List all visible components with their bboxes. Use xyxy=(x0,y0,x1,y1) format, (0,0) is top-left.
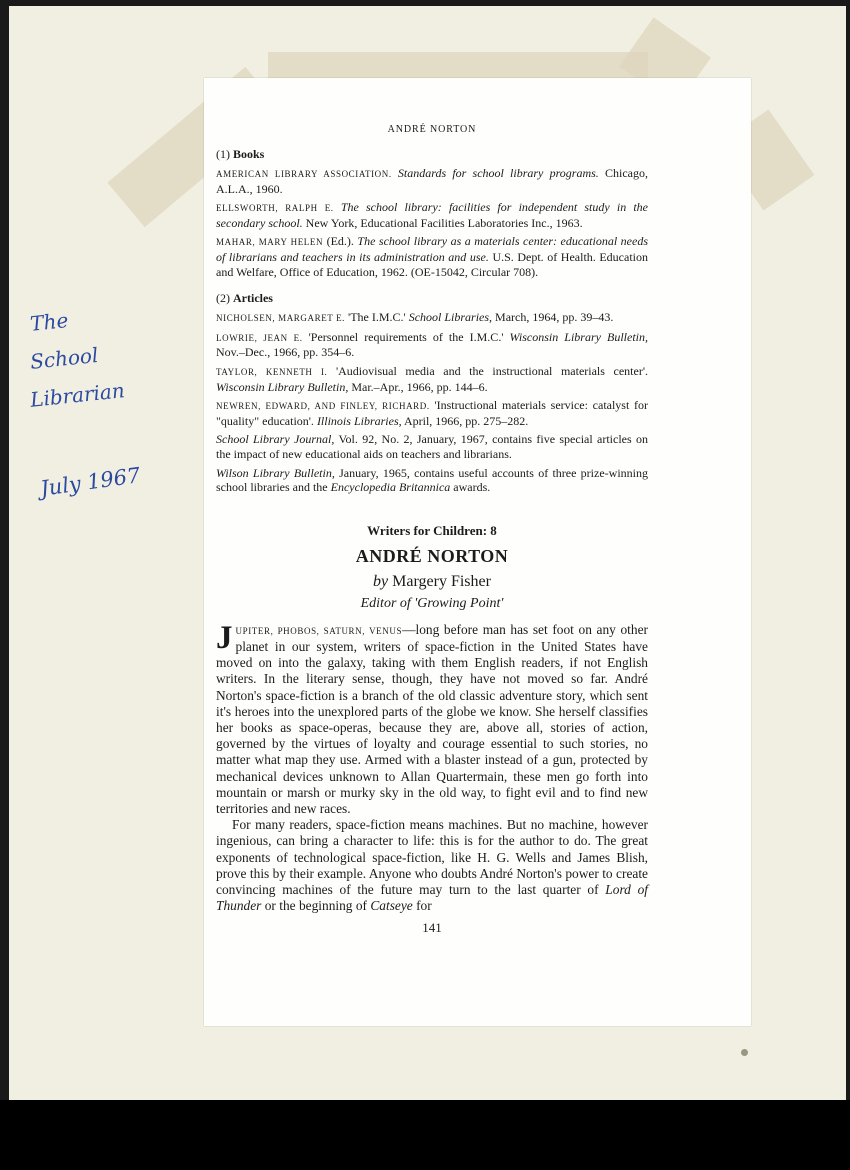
entry-details: U.S. Dept. of Health. Education and Welfare, Office of Education, 1962. (OE-15042, Circular 708). xyxy=(216,249,648,279)
entry-author: AMERICAN LIBRARY ASSOCIATION. xyxy=(216,169,392,179)
byline xyxy=(216,573,648,591)
entry-details: Chicago, A.L.A., 1960. xyxy=(216,166,648,196)
handwriting-line: Librarian xyxy=(29,378,126,412)
articles-heading xyxy=(216,291,648,306)
books-heading xyxy=(216,147,648,162)
clipping-content xyxy=(216,124,648,936)
handwritten-date: July 1967 xyxy=(38,463,142,501)
entry-prefix: 'Personnel requirements of the I.M.C.' xyxy=(302,329,510,344)
bibliography-entry xyxy=(216,330,648,360)
entry-author: NICHOLSEN, MARGARET E. xyxy=(216,313,346,324)
entry-title: Wisconsin Library Bulletin, xyxy=(509,329,648,344)
body-paragraph xyxy=(216,817,648,914)
entry-details: Nov.–Dec., 1966, pp. 354–6. xyxy=(216,345,355,360)
entry-prefix: 'Audiovisual media and the instructional materials center'. xyxy=(327,363,648,378)
handwriting-line: School xyxy=(29,342,100,374)
books-heading-label: Books xyxy=(233,147,265,161)
entry-author: TAYLOR, KENNETH I. xyxy=(216,366,328,377)
entry-title: Wisconsin Library Bulletin, xyxy=(216,379,349,394)
entry-details: Mar.–Apr., 1966, pp. 144–6. xyxy=(348,379,488,394)
bibliography-entry xyxy=(216,166,648,196)
byline-by: by xyxy=(373,572,389,590)
entry-details: Vol. 92, No. 2, January, 1967, contains five special articles on the impact of new educational aids on teachers and librarians. xyxy=(216,432,648,461)
articles-heading-label: Articles xyxy=(233,291,273,306)
entry-title: Illinois Libraries, xyxy=(316,413,402,428)
entry-title: The school library as a materials center: educational needs of librarians and teachers in its administration and use. xyxy=(216,234,648,264)
entry-author: LOWRIE, JEAN E. xyxy=(216,332,303,343)
handwriting-line: The xyxy=(29,308,70,336)
entry-title: School Libraries, xyxy=(408,310,493,325)
entry-details: January, 1965, contains useful accounts of three prize-winning school libraries and the xyxy=(216,465,648,495)
entry-title: Wilson Library Bulletin, xyxy=(216,465,335,480)
entry-author: ELLSWORTH, RALPH E. xyxy=(216,203,334,214)
page-number: 141 xyxy=(422,920,442,936)
entry-details: awards. xyxy=(450,480,491,495)
book-title: Lord of Thunder xyxy=(216,881,648,914)
entry-title: Encyclopedia Britannica xyxy=(330,480,451,495)
entry-title: Standards for school library programs. xyxy=(397,166,599,180)
entry-prefix: 'Instructional materials service: catalyst for "quality" education'. xyxy=(216,398,649,428)
entry-author: NEWREN, EDWARD, AND FINLEY, RICHARD. xyxy=(216,401,430,412)
entry-details: April, 1966, pp. 275–282. xyxy=(401,413,529,428)
scan-speck xyxy=(741,1049,748,1056)
entry-title: School Library Journal, xyxy=(216,432,335,447)
author-affiliation: Editor of 'Growing Point' xyxy=(360,595,504,611)
paragraph-text: or the beginning of xyxy=(261,898,371,914)
scan-edge-top xyxy=(0,0,850,6)
bibliography-entry xyxy=(216,432,648,461)
bibliography-entry xyxy=(216,310,648,326)
books-heading-number: (1) xyxy=(216,147,230,161)
entry-details: March, 1964, pp. 39–43. xyxy=(492,310,614,325)
entry-author: MAHAR, MARY HELEN xyxy=(216,237,324,248)
bibliography-entry xyxy=(216,466,648,495)
book-title: Catseye xyxy=(370,898,413,914)
bibliography-entry xyxy=(216,200,648,230)
paragraph-text: for xyxy=(412,898,432,914)
body-paragraph xyxy=(216,619,648,817)
scan-edge-left xyxy=(0,0,9,1100)
articles-heading-number: (2) xyxy=(216,291,230,306)
article-title: ANDRÉ NORTON xyxy=(355,545,509,566)
series-title: Writers for Children: 8 xyxy=(367,522,497,538)
paragraph-text: —long before man has set foot on any other planet in our system, writers of space-fiction in the United States have moved on into the galaxy, taking with them English readers, if not English writers. In the literary sense, though, they have not moved so far. André Norton's space-fiction is a branch of the old classic adventure story, which sent it's heroes into the unexplored parts of the globe we know. She herself classifies her books as space-operas, because they are, above all, stories of action, governed by the virtues of loyalty and courage essential to such stories, no matter what map they use. Armed with a blaster instead of a gun, protected by mechanical devices unknown to Allan Quartermain, these men go forth into mountain or marsh or murky sky in the old way, to fight evil and to find new territories and new races. xyxy=(216,621,648,816)
entry-prefix: (Ed.). xyxy=(323,234,358,249)
drop-cap: J xyxy=(216,619,233,656)
running-head: ANDRÉ NORTON xyxy=(387,124,477,135)
byline-author: Margery Fisher xyxy=(392,572,491,590)
paragraph-text: For many readers, space-fiction means machines. But no machine, however ingenious, can bring a character to life: this is for the author to do. The great exponents of technological space-fiction, like H. G. Wells and James Blish, prove this by their example. Anyone who doubts André Norton's power to create convincing machines of the future may turn to the last quarter of xyxy=(216,817,648,897)
entry-prefix: 'The I.M.C.' xyxy=(345,310,409,325)
bibliography-entry xyxy=(216,364,648,394)
bibliography-entry xyxy=(216,398,648,428)
bibliography-entry xyxy=(216,234,648,279)
lead-in: UPITER, PHOBOS, SATURN, VENUS xyxy=(235,625,403,636)
scan-edge-right xyxy=(846,0,850,1100)
handwritten-source-note xyxy=(30,300,125,414)
entry-title: The school library: facilities for independent study in the secondary school. xyxy=(216,200,649,230)
entry-details: New York, Educational Facilities Laboratories Inc., 1963. xyxy=(302,215,583,230)
